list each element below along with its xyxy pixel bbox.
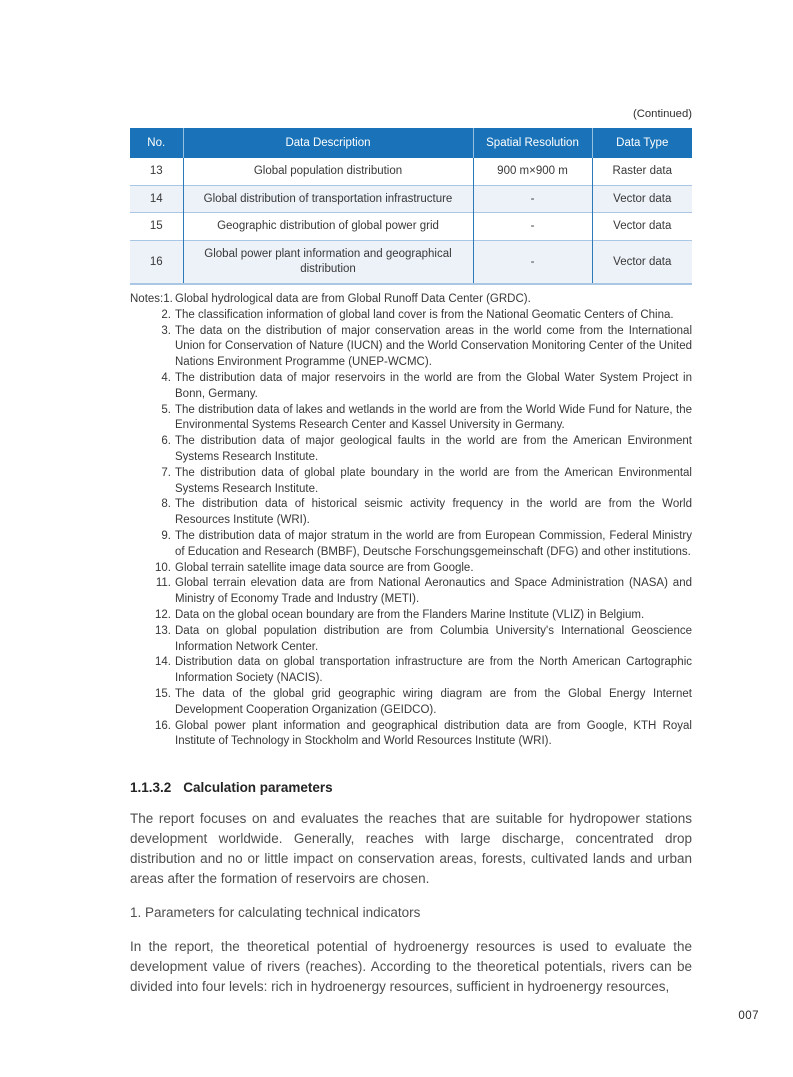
notes-section (130, 292, 692, 750)
note-text: Global terrain elevation data are from National Aeronautics and Space Administration (NASA) and Ministry of Economy Trade and Industry (METI). (175, 577, 692, 606)
section-number: 1.1.3.2 (130, 780, 172, 796)
note-item (130, 292, 692, 308)
note-number: 4. (161, 371, 171, 384)
note-text: The data on the distribution of major conservation areas in the world come from the International Union for Conservation of Nature (IUCN) and the World Conservation Monitoring Center of the United Nations Environment Programme (UNEP-WCMC). (175, 324, 692, 369)
cell-description: Global distribution of transportation infrastructure (183, 185, 473, 213)
note-text: The distribution data of lakes and wetlands in the world are from the World Wide Fund for Nature, the Environmental Systems Research Center and Kassel University in Germany. (175, 403, 692, 432)
cell-type: Raster data (612, 165, 672, 177)
note-item (130, 434, 692, 466)
note-item (130, 466, 692, 498)
cell-description: Geographic distribution of global power grid (183, 213, 473, 241)
list-heading: 1. Parameters for calculating technical indicators (130, 905, 421, 921)
cell-description: Global power plant information and geographical distribution (183, 240, 473, 284)
cell-type: Vector data (592, 213, 692, 241)
cell-resolution: - (473, 185, 592, 213)
cell-type: Vector data (592, 240, 692, 284)
note-text: The distribution data of major reservoirs in the world are from the Global Water System Project in Bonn, Germany. (175, 371, 692, 400)
continued-label: (Continued) (632, 108, 692, 120)
note-item (130, 719, 692, 751)
table-header-row (130, 128, 692, 158)
note-text: The distribution data of major stratum in the world are from European Commission, Federal Ministry of Education and Research (BMBF), Deutsche Forschungsgemeinschaft (DFG) and other institutions. (175, 529, 692, 558)
note-text: The distribution data of historical seismic activity frequency in the world are from the World Resources Institute (WRI). (175, 498, 692, 527)
cell-no: 16 (130, 240, 183, 284)
note-item (130, 655, 692, 687)
note-text: Global terrain satellite image data source are from Google. (175, 561, 474, 574)
note-item (130, 403, 692, 435)
data-sources-table (130, 128, 692, 285)
note-text: The classification information of global land cover is from the National Geomatic Centers of China. (175, 308, 674, 321)
column-header-no: No. (130, 128, 183, 158)
note-item (130, 608, 692, 624)
note-item (130, 308, 692, 324)
note-number: 7. (161, 466, 171, 479)
column-header-type: Data Type (592, 128, 692, 158)
note-number: 10. (155, 561, 171, 574)
cell-type: Vector data (592, 185, 692, 213)
note-text: Data on global population distribution are from Columbia University's International Geoscience Information Network Center. (175, 624, 692, 653)
section-title: Calculation parameters (183, 780, 333, 796)
cell-no: 14 (130, 185, 183, 213)
table-row (130, 185, 692, 213)
page-number: 007 (738, 1010, 759, 1022)
note-number: 8. (161, 498, 171, 511)
note-item (130, 497, 692, 529)
column-header-description: Data Description (183, 128, 473, 158)
table-row (130, 240, 692, 284)
note-text: The data of the global grid geographic wiring diagram are from the Global Energy Internet Development Cooperation Organization (GEIDCO). (175, 687, 692, 716)
cell-no: 15 (130, 213, 183, 241)
note-item (130, 561, 692, 577)
note-number: 13. (155, 624, 171, 637)
table-row (130, 213, 692, 241)
cell-resolution: 900 m×900 m (473, 158, 592, 185)
note-number: 11. (155, 577, 171, 590)
page-content (130, 108, 692, 997)
note-text: Global hydrological data are from Global Runoff Data Center (GRDC). (175, 293, 531, 305)
note-number: 6. (161, 435, 171, 448)
notes-label: Notes: (130, 293, 164, 305)
note-number: 12. (155, 608, 171, 621)
section-heading (130, 780, 692, 795)
note-item (130, 624, 692, 656)
note-number: 2. (161, 308, 171, 321)
note-text: Data on the global ocean boundary are from the Flanders Marine Institute (VLIZ) in Belgium. (175, 608, 645, 621)
note-text: The distribution data of global plate boundary in the world are from the American Environmental Systems Research Institute. (175, 466, 692, 495)
note-item (130, 529, 692, 561)
note-number: Notes:1. (130, 293, 173, 305)
note-number: 3. (161, 324, 171, 337)
cell-no: 13 (130, 158, 183, 185)
cell-resolution: - (473, 213, 592, 241)
note-number: 15. (155, 687, 171, 700)
table-row (130, 158, 692, 185)
paragraph: The report focuses on and evaluates the reaches that are suitable for hydropower stations development worldwide. Generally, reaches with large discharge, concentrated drop distribution and no or little impact on conservation areas, forests, cultivated lands and urban areas after the formation of reservoirs are chosen. (130, 811, 692, 887)
note-item (130, 576, 692, 608)
note-number: 9. (161, 529, 171, 542)
note-item (130, 687, 692, 719)
note-item (130, 371, 692, 403)
note-number: 16. (155, 719, 171, 732)
note-text: Distribution data on global transportation infrastructure are from the North American Cartographic Information Society (NACIS). (175, 656, 692, 685)
paragraph: In the report, the theoretical potential of hydroenergy resources is used to evaluate the development value of rivers (reaches). According to the theoretical potentials, rivers can be divided into four levels: rich in hydroenergy resources, sufficient in hydroenergy resources, (130, 939, 692, 995)
cell-resolution: - (473, 240, 592, 284)
note-number: 5. (161, 403, 171, 416)
note-item (130, 324, 692, 371)
note-text: The distribution data of major geological faults in the world are from the American Environment Systems Research Institute. (175, 435, 692, 463)
note-number: 14. (155, 656, 171, 669)
note-text: Global power plant information and geographical distribution data are from Google, KTH Royal Institute of Technology in Stockholm and World Resources Institute (WRI). (175, 719, 692, 748)
cell-description: Global population distribution (183, 158, 473, 185)
column-header-resolution: Spatial Resolution (473, 128, 592, 158)
